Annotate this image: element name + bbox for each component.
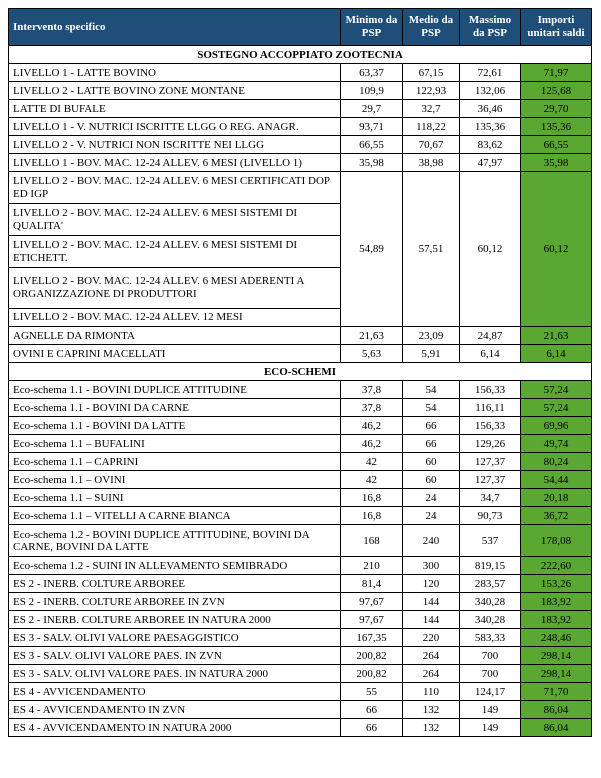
max-value: 149 [460,701,521,719]
max-value: 6,14 [460,345,521,363]
min-value: 109,9 [341,82,403,100]
max-value: 83,62 [460,136,521,154]
min-value: 63,37 [341,64,403,82]
row-label: LIVELLO 2 - BOV. MAC. 12-24 ALLEV. 12 MESI [9,309,341,327]
table-row [9,100,592,118]
importo-value: 298,14 [521,647,592,665]
row-label: ES 3 - SALV. OLIVI VALORE PAES. IN ZVN [9,647,341,665]
max-value: 700 [460,647,521,665]
header-importi: Importi unitari saldi [521,9,592,46]
min-value: 29,7 [341,100,403,118]
importo-value: 125,68 [521,82,592,100]
max-value: 127,37 [460,471,521,489]
importo-value: 80,24 [521,453,592,471]
min-value: 200,82 [341,647,403,665]
medio-value: 60 [403,453,460,471]
row-label: ES 3 - SALV. OLIVI VALORE PAES. IN NATURA 2000 [9,665,341,683]
row-label: OVINI E CAPRINI MACELLATI [9,345,341,363]
min-value: 66 [341,719,403,737]
importo-value: 183,92 [521,611,592,629]
medio-value: 66 [403,417,460,435]
medio-value: 23,09 [403,327,460,345]
min-value: 168 [341,525,403,557]
medio-value: 54 [403,399,460,417]
max-value: 149 [460,719,521,737]
min-value: 97,67 [341,593,403,611]
min-value: 16,8 [341,489,403,507]
importo-value: 6,14 [521,345,592,363]
importo-value: 29,70 [521,100,592,118]
table-row [9,593,592,611]
table-row [9,629,592,647]
max-value: 47,97 [460,154,521,172]
min-value: 42 [341,453,403,471]
medio-value: 132 [403,701,460,719]
importo-value: 86,04 [521,719,592,737]
min-value: 37,8 [341,381,403,399]
max-value: 116,11 [460,399,521,417]
table-row [9,647,592,665]
table-row [9,345,592,363]
section-title: ECO-SCHEMI [9,363,592,381]
row-label: Eco-schema 1.1 – BUFALINI [9,435,341,453]
row-label: ES 4 - AVVICENDAMENTO IN NATURA 2000 [9,719,341,737]
medio-value: 264 [403,647,460,665]
medio-value: 240 [403,525,460,557]
table-row [9,665,592,683]
table-row [9,381,592,399]
max-value: 127,37 [460,453,521,471]
min-value: 5,63 [341,345,403,363]
row-label: ES 3 - SALV. OLIVI VALORE PAESAGGISTICO [9,629,341,647]
medio-value: 120 [403,575,460,593]
section-row [9,46,592,64]
medio-value: 110 [403,683,460,701]
medio-value: 122,93 [403,82,460,100]
importo-value: 69,96 [521,417,592,435]
min-value: 81,4 [341,575,403,593]
importo-value: 71,70 [521,683,592,701]
min-value: 46,2 [341,417,403,435]
min-value: 46,2 [341,435,403,453]
table-row [9,327,592,345]
table-row [9,136,592,154]
min-value: 16,8 [341,507,403,525]
row-label: ES 2 - INERB. COLTURE ARBOREE IN ZVN [9,593,341,611]
row-label: Eco-schema 1.2 - BOVINI DUPLICE ATTITUDINE, BOVINI DA CARNE, BOVINI DA LATTE [9,525,341,557]
min-value: 35,98 [341,154,403,172]
row-label: AGNELLE DA RIMONTA [9,327,341,345]
max-value: 129,26 [460,435,521,453]
importo-value: 54,44 [521,471,592,489]
table-row [9,417,592,435]
table-row [9,172,592,204]
importo-value: 178,08 [521,525,592,557]
medio-value: 300 [403,557,460,575]
min-value: 66,55 [341,136,403,154]
medio-value: 132 [403,719,460,737]
importo-value: 298,14 [521,665,592,683]
max-value: 156,33 [460,417,521,435]
importo-value: 153,26 [521,575,592,593]
medio-value: 144 [403,611,460,629]
medio-value: 24 [403,507,460,525]
table-row [9,575,592,593]
psp-table [8,8,592,737]
max-value: 132,06 [460,82,521,100]
row-label: LIVELLO 2 - V. NUTRICI NON ISCRITTE NEI LLGG [9,136,341,154]
row-label: ES 4 - AVVICENDAMENTO [9,683,341,701]
table-row [9,64,592,82]
importo-value: 35,98 [521,154,592,172]
importo-value: 222,60 [521,557,592,575]
row-label: LIVELLO 2 - BOV. MAC. 12-24 ALLEV. 6 MESI ADERENTI A ORGANIZZAZIONE DI PRODUTTORI [9,268,341,309]
min-value: 55 [341,683,403,701]
medio-value: 118,22 [403,118,460,136]
importo-value: 36,72 [521,507,592,525]
medio-value: 66 [403,435,460,453]
document-page [8,8,591,737]
medio-value: 70,67 [403,136,460,154]
header-massimo: Massimo da PSP [460,9,521,46]
max-value: 156,33 [460,381,521,399]
medio-value: 57,51 [403,172,460,327]
medio-value: 5,91 [403,345,460,363]
table-row [9,118,592,136]
table-row [9,525,592,557]
min-value: 167,35 [341,629,403,647]
row-label: LIVELLO 2 - BOV. MAC. 12-24 ALLEV. 6 MESI SISTEMI DI QUALITA' [9,204,341,236]
row-label: LIVELLO 2 - BOV. MAC. 12-24 ALLEV. 6 MESI CERTIFICATI DOP ED IGP [9,172,341,204]
table-row [9,557,592,575]
max-value: 583,33 [460,629,521,647]
header-minimo: Minimo da PSP [341,9,403,46]
min-value: 37,8 [341,399,403,417]
max-value: 72,61 [460,64,521,82]
header-intervento: Intervento specifico [9,9,341,46]
row-label: Eco-schema 1.1 – CAPRINI [9,453,341,471]
medio-value: 54 [403,381,460,399]
max-value: 124,17 [460,683,521,701]
max-value: 90,73 [460,507,521,525]
row-label: ES 2 - INERB. COLTURE ARBOREE IN NATURA 2000 [9,611,341,629]
header-medio: Medio da PSP [403,9,460,46]
section-row [9,363,592,381]
min-value: 54,89 [341,172,403,327]
row-label: LIVELLO 2 - LATTE BOVINO ZONE MONTANE [9,82,341,100]
table-row [9,701,592,719]
table-row [9,82,592,100]
max-value: 34,7 [460,489,521,507]
medio-value: 60 [403,471,460,489]
row-label: Eco-schema 1.1 - BOVINI DA LATTE [9,417,341,435]
max-value: 340,28 [460,611,521,629]
max-value: 700 [460,665,521,683]
row-label: Eco-schema 1.1 – OVINI [9,471,341,489]
max-value: 24,87 [460,327,521,345]
importo-value: 49,74 [521,435,592,453]
table-row [9,399,592,417]
row-label: Eco-schema 1.2 - SUINI IN ALLEVAMENTO SEMIBRADO [9,557,341,575]
table-row [9,683,592,701]
row-label: LIVELLO 1 - BOV. MAC. 12-24 ALLEV. 6 MESI (LIVELLO 1) [9,154,341,172]
medio-value: 67,15 [403,64,460,82]
max-value: 135,36 [460,118,521,136]
importo-value: 248,46 [521,629,592,647]
table-row [9,489,592,507]
importo-value: 21,63 [521,327,592,345]
header-row [9,9,592,46]
row-label: Eco-schema 1.1 - BOVINI DUPLICE ATTITUDINE [9,381,341,399]
importo-value: 66,55 [521,136,592,154]
min-value: 21,63 [341,327,403,345]
table-row [9,507,592,525]
max-value: 60,12 [460,172,521,327]
medio-value: 220 [403,629,460,647]
table-row [9,611,592,629]
importo-value: 57,24 [521,381,592,399]
importo-value: 86,04 [521,701,592,719]
medio-value: 264 [403,665,460,683]
medio-value: 24 [403,489,460,507]
row-label: LATTE DI BUFALE [9,100,341,118]
row-label: LIVELLO 1 - LATTE BOVINO [9,64,341,82]
table-row [9,471,592,489]
max-value: 819,15 [460,557,521,575]
max-value: 340,28 [460,593,521,611]
importo-value: 135,36 [521,118,592,136]
row-label: Eco-schema 1.1 - BOVINI DA CARNE [9,399,341,417]
table-body [9,46,592,737]
table-row [9,719,592,737]
importo-value: 57,24 [521,399,592,417]
medio-value: 38,98 [403,154,460,172]
min-value: 210 [341,557,403,575]
min-value: 97,67 [341,611,403,629]
row-label: LIVELLO 1 - V. NUTRICI ISCRITTE LLGG O REG. ANAGR. [9,118,341,136]
importo-value: 20,18 [521,489,592,507]
row-label: ES 4 - AVVICENDAMENTO IN ZVN [9,701,341,719]
min-value: 200,82 [341,665,403,683]
medio-value: 144 [403,593,460,611]
row-label: Eco-schema 1.1 – VITELLI A CARNE BIANCA [9,507,341,525]
table-row [9,154,592,172]
row-label: ES 2 - INERB. COLTURE ARBOREE [9,575,341,593]
row-label: Eco-schema 1.1 – SUINI [9,489,341,507]
min-value: 66 [341,701,403,719]
max-value: 36,46 [460,100,521,118]
importo-value: 60,12 [521,172,592,327]
table-row [9,453,592,471]
section-title: SOSTEGNO ACCOPPIATO ZOOTECNIA [9,46,592,64]
max-value: 537 [460,525,521,557]
min-value: 42 [341,471,403,489]
medio-value: 32,7 [403,100,460,118]
table-row [9,435,592,453]
row-label: LIVELLO 2 - BOV. MAC. 12-24 ALLEV. 6 MESI SISTEMI DI ETICHETT. [9,236,341,268]
importo-value: 71,97 [521,64,592,82]
importo-value: 183,92 [521,593,592,611]
max-value: 283,57 [460,575,521,593]
min-value: 93,71 [341,118,403,136]
